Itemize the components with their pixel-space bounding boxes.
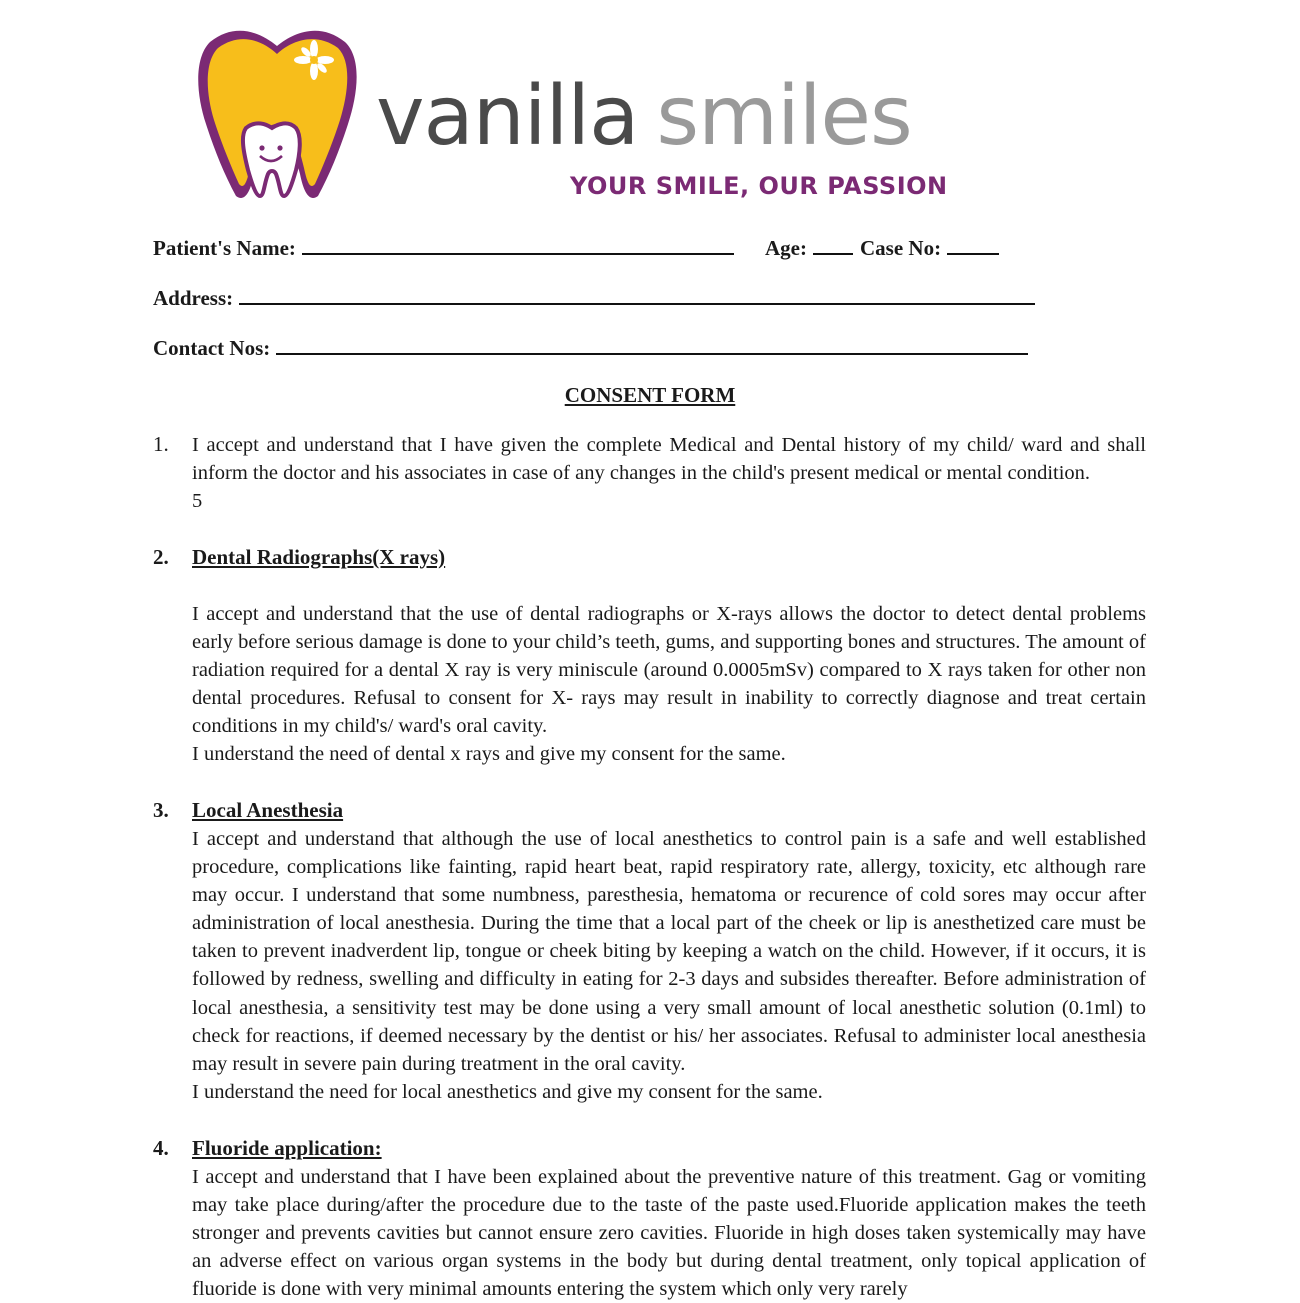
brand-name	[376, 69, 912, 164]
brand-tagline: YOUR SMILE, OUR PASSION	[570, 172, 948, 200]
case-no-blank[interactable]	[947, 235, 999, 255]
address-label: Address:	[153, 286, 234, 310]
section-1-text: I accept and understand that I have given the complete Medical and Dental history of my child/ ward and shall inform the doctor and his associates in case of any changes in the child's present medical or mental condition.	[192, 434, 1146, 485]
section-3-number: 3.	[153, 798, 169, 822]
address-field[interactable]	[153, 285, 1035, 311]
tooth-logo-icon	[190, 24, 365, 204]
section-4-text: I accept and understand that I have been explained about the preventive nature of this treatment. Gag or vomiting may take place during/after the procedure due to the taste of the paste used.Fluoride application makes the teeth stronger and prevents cavities but cannot ensure zero cavities. Fluoride in high doses taken systemically may have an adverse effect on various organ systems in the body but during dental treatment, only topical application of fluoride is done with very minimal amounts entering the system which only very rarely	[192, 1166, 1146, 1301]
clinic-logo	[190, 24, 1020, 204]
case-no-field[interactable]	[860, 235, 999, 261]
case-no-label: Case No:	[860, 236, 942, 260]
section-2-heading: Dental Radiographs(X rays)	[192, 545, 446, 569]
age-field[interactable]	[765, 235, 853, 261]
age-label: Age:	[765, 236, 807, 260]
patient-name-blank[interactable]	[302, 235, 734, 255]
section-4-heading: Fluoride application:	[192, 1136, 382, 1160]
patient-name-field[interactable]	[153, 235, 734, 261]
patient-name-label: Patient's Name:	[153, 236, 296, 260]
age-blank[interactable]	[813, 235, 853, 255]
contact-label: Contact Nos:	[153, 336, 271, 360]
address-blank[interactable]	[239, 285, 1035, 305]
section-2-consent: I understand the need of dental x rays and give my consent for the same.	[192, 743, 786, 765]
brand-word-vanilla: vanilla	[376, 69, 639, 164]
form-title: CONSENT FORM	[564, 383, 736, 407]
section-4-number: 4.	[153, 1136, 169, 1160]
section-3-text: I accept and understand that although the use of local anesthetics to control pain is a safe and well established procedure, complications like fainting, rapid heart beat, rapid respiratory rate, allergy, toxicity, etc although rare may occur. I understand that some numbness, paresthesia, hematoma or recurence of cold sores may occur after administration of local anesthesia. During the time that a local part of the cheek or lip is anesthetized care must be taken to prevent inadverdent lip, tongue or cheek biting by keeping a watch on the child. However, if it occurs, it is followed by redness, swelling and difficulty in eating for 2-3 days and subsides thereafter. Before administration of local anesthesia, a sensitivity test may be done using a very small amount of local anesthetic solution (0.1ml) to check for reactions, if deemed necessary by the dentist or his/ her associates. Refusal to administer local anesthesia may result in severe pain during treatment in the oral cavity.	[192, 828, 1146, 1075]
contact-field[interactable]	[153, 335, 1028, 361]
brand-word-smiles: smiles	[656, 69, 912, 164]
section-1-stray-number: 5	[192, 490, 203, 512]
section-2-text: I accept and understand that the use of dental radiographs or X-rays allows the doctor to detect dental problems early before serious damage is done to your child’s teeth, gums, and supporting bones and structures. The amount of radiation required for a dental X ray is very miniscule (around 0.0005mSv) compared to X rays taken for other non dental procedures. Refusal to consent for X- rays may result in inability to correctly diagnose and treat certain conditions in my child's/ ward's oral cavity.	[192, 603, 1146, 738]
section-1-number: 1.	[153, 432, 169, 456]
section-3-heading: Local Anesthesia	[192, 798, 344, 822]
contact-blank[interactable]	[276, 335, 1028, 355]
section-3-consent: I understand the need for local anesthetics and give my consent for the same.	[192, 1081, 823, 1103]
section-2-number: 2.	[153, 545, 169, 569]
